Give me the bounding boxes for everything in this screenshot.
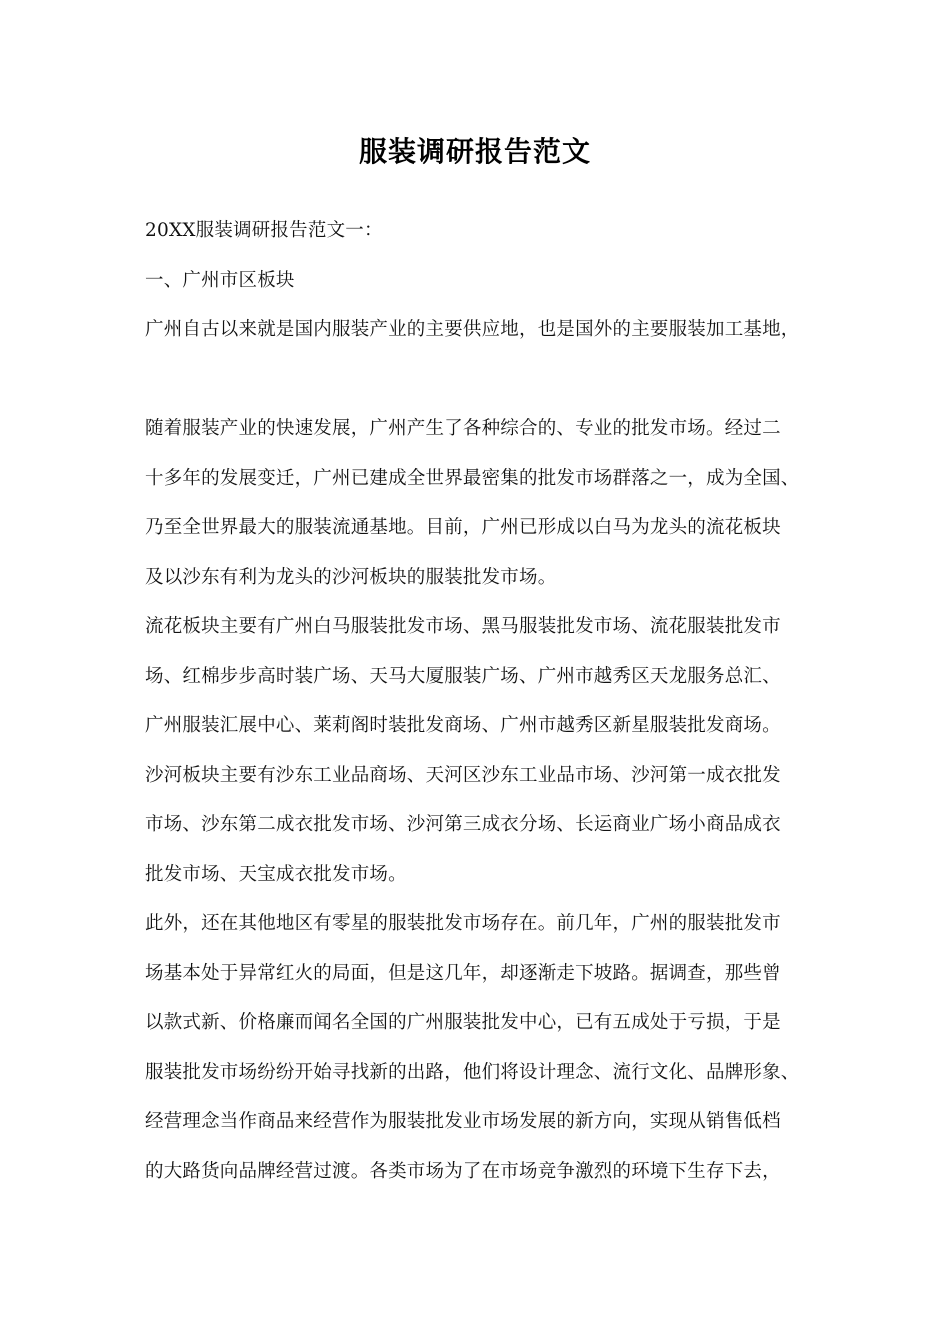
text-line: 服装批发市场纷纷开始寻找新的出路，他们将设计理念、流行文化、品牌形象、 xyxy=(145,1061,800,1083)
text-line: 经营理念当作商品来经营作为服装批发业市场发展的新方向，实现从销售低档 xyxy=(145,1111,781,1132)
text-line-subtitle: 20XX服装调研报告范文一： xyxy=(145,220,383,241)
text-line: 十多年的发展变迁，广州已建成全世界最密集的批发市场群落之一，成为全国、 xyxy=(145,467,800,489)
text-line: 广州自古以来就是国内服装产业的主要供应地，也是国外的主要服装加工基地， xyxy=(145,319,800,340)
text-line: 广州服装汇展中心、莱莉阁时装批发商场、广州市越秀区新星服装批发商场。 xyxy=(145,715,781,736)
text-line: 场、红棉步步高时装广场、天马大厦服装广场、广州市越秀区天龙服务总汇、 xyxy=(145,665,781,687)
document-body xyxy=(145,206,817,1196)
blank-line xyxy=(145,355,817,405)
text-line: 批发市场、天宝成衣批发市场。 xyxy=(145,863,407,885)
text-line: 的大路货向品牌经营过渡。各类市场为了在市场竞争激烈的环境下生存下去， xyxy=(145,1160,781,1182)
text-line: 流花板块主要有广州白马服装批发市场、黑马服装批发市场、流花服装批发市 xyxy=(145,616,781,637)
document-title: 服装调研报告范文 xyxy=(358,135,591,168)
text-line: 场基本处于异常红火的局面，但是这几年，却逐渐走下坡路。据调查，那些曾 xyxy=(145,962,781,984)
text-line: 乃至全世界最大的服装流通基地。目前，广州已形成以白马为龙头的流花板块 xyxy=(145,517,781,538)
text-line: 随着服装产业的快速发展，广州产生了各种综合的、专业的批发市场。经过二 xyxy=(145,418,781,439)
text-line: 市场、沙东第二成衣批发市场、沙河第三成衣分场、长运商业广场小商品成衣 xyxy=(145,814,781,835)
text-line: 及以沙东有利为龙头的沙河板块的服装批发市场。 xyxy=(145,566,557,588)
text-line-section-heading: 一、广州市区板块 xyxy=(145,269,295,291)
text-line: 以款式新、价格廉而闻名全国的广州服装批发中心，已有五成处于亏损，于是 xyxy=(145,1012,781,1033)
text-line: 沙河板块主要有沙东工业品商场、天河区沙东工业品市场、沙河第一成衣批发 xyxy=(145,764,781,786)
text-line: 此外，还在其他地区有零星的服装批发市场存在。前几年，广州的服装批发市 xyxy=(145,913,781,934)
